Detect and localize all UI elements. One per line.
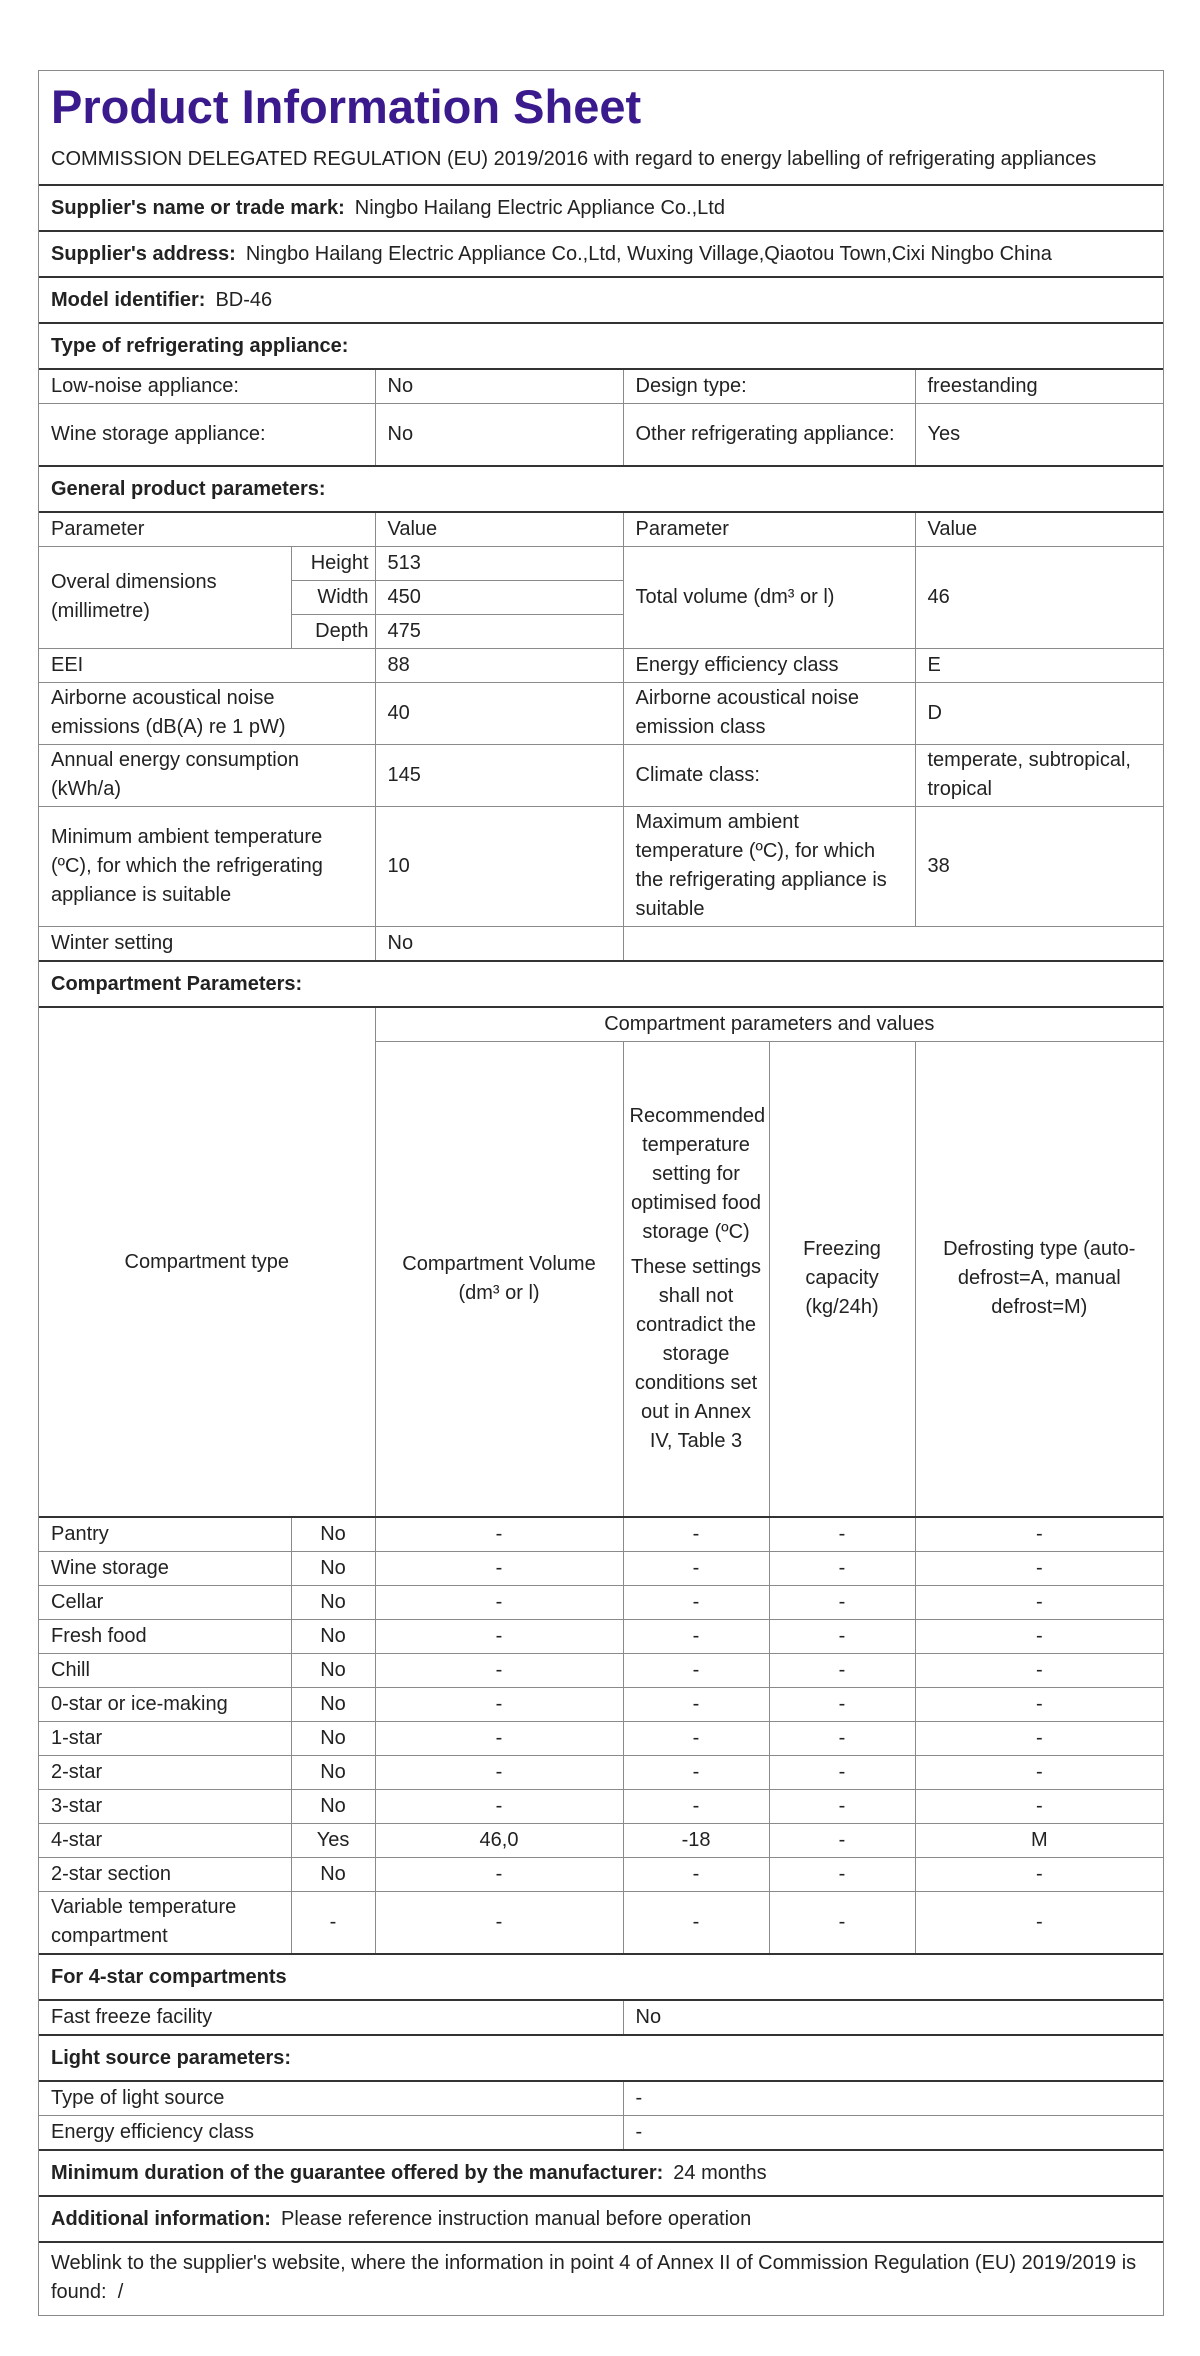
compartment-type-cell: 2-star section — [39, 1857, 291, 1891]
design-type-value: freestanding — [915, 369, 1163, 403]
noise-label: Airborne acoustical noise emissions (dB(A) re 1 pW) — [39, 682, 375, 744]
compartment-parameters-heading-row — [39, 960, 1163, 1006]
table-row — [39, 1653, 1163, 1687]
supplier-address-value: Ningbo Hailang Electric Appliance Co.,Ltd, Wuxing Village,Qiaotou Town,Cixi Ningbo China — [245, 242, 1052, 265]
table-row — [39, 403, 1163, 465]
design-type-label: Design type: — [623, 369, 915, 403]
compartment-temperature-cell: - — [623, 1687, 769, 1721]
compartment-temperature-cell: - — [623, 1517, 769, 1551]
light-source-table — [39, 2080, 1163, 2149]
column-header-parameter: Parameter — [39, 512, 375, 546]
table-row — [39, 1551, 1163, 1585]
product-information-sheet — [38, 70, 1164, 2316]
compartment-type-cell: 4-star — [39, 1823, 291, 1857]
winter-setting-value: No — [375, 926, 623, 960]
compartment-type-cell: Cellar — [39, 1585, 291, 1619]
low-noise-value: No — [375, 369, 623, 403]
supplier-address-row — [39, 230, 1163, 276]
compartment-present-cell: Yes — [291, 1823, 375, 1857]
compartment-present-cell: - — [291, 1891, 375, 1953]
compartment-volume-cell: - — [375, 1687, 623, 1721]
width-value: 450 — [375, 580, 623, 614]
column-header-value: Value — [375, 512, 623, 546]
compartment-temperature-cell: - — [623, 1653, 769, 1687]
four-star-heading: For 4-star compartments — [51, 1965, 287, 1988]
other-appliance-value: Yes — [915, 403, 1163, 465]
depth-value: 475 — [375, 614, 623, 648]
width-label: Width — [291, 580, 375, 614]
compartment-type-cell: Chill — [39, 1653, 291, 1687]
compartment-present-cell: No — [291, 1857, 375, 1891]
column-header-freezing: Freezing capacity (kg/24h) — [769, 1041, 915, 1517]
supplier-name-label: Supplier's name or trade mark: — [51, 196, 345, 219]
low-noise-label: Low-noise appliance: — [39, 369, 375, 403]
model-identifier-label: Model identifier: — [51, 288, 206, 311]
table-row — [39, 1721, 1163, 1755]
eei-label: EEI — [39, 648, 375, 682]
noise-class-label: Airborne acoustical noise emission class — [623, 682, 915, 744]
compartment-freezing-cell: - — [769, 1857, 915, 1891]
table-row — [39, 2115, 1163, 2149]
table-row — [39, 1755, 1163, 1789]
column-header-value-2: Value — [915, 512, 1163, 546]
table-header-row — [39, 1007, 1163, 1041]
compartment-volume-cell: - — [375, 1585, 623, 1619]
compartment-present-cell: No — [291, 1551, 375, 1585]
four-star-table — [39, 1999, 1163, 2034]
compartment-temperature-cell: - — [623, 1551, 769, 1585]
table-row — [39, 1517, 1163, 1551]
compartment-defrost-cell: - — [915, 1687, 1163, 1721]
table-row — [39, 1891, 1163, 1953]
appliance-type-table — [39, 368, 1163, 465]
temperature-header-note: These settings shall not contradict the storage conditions set out in Annex IV, Table 3 — [630, 1255, 762, 1452]
compartment-temperature-cell: - — [623, 1857, 769, 1891]
table-row — [39, 2000, 1163, 2034]
compartment-type-cell: Fresh food — [39, 1619, 291, 1653]
compartment-table — [39, 1006, 1163, 1953]
compartment-freezing-cell: - — [769, 1585, 915, 1619]
compartment-present-cell: No — [291, 1721, 375, 1755]
compartment-present-cell: No — [291, 1653, 375, 1687]
compartment-freezing-cell: - — [769, 1619, 915, 1653]
fast-freeze-label: Fast freeze facility — [39, 2000, 623, 2034]
table-row — [39, 744, 1163, 806]
compartment-defrost-cell: - — [915, 1585, 1163, 1619]
eei-value: 88 — [375, 648, 623, 682]
dimensions-label: Overal dimensions (millimetre) — [39, 546, 291, 648]
table-row — [39, 648, 1163, 682]
compartment-volume-cell: 46,0 — [375, 1823, 623, 1857]
additional-information-label: Additional information: — [51, 2207, 271, 2230]
compartment-volume-cell: - — [375, 1891, 623, 1953]
annual-energy-label: Annual energy consumption (kWh/a) — [39, 744, 375, 806]
compartment-type-cell: Variable temperature compartment — [39, 1891, 291, 1953]
compartment-temperature-cell: - — [623, 1721, 769, 1755]
weblink-value: / — [117, 2281, 124, 2303]
compartment-freezing-cell: - — [769, 1721, 915, 1755]
table-row — [39, 1687, 1163, 1721]
compartment-volume-cell: - — [375, 1551, 623, 1585]
light-type-label: Type of light source — [39, 2081, 623, 2115]
column-header-volume: Compartment Volume (dm³ or l) — [375, 1041, 623, 1517]
table-row — [39, 926, 1163, 960]
supplier-name-row — [39, 184, 1163, 230]
compartment-volume-cell: - — [375, 1619, 623, 1653]
light-class-value: - — [623, 2115, 1163, 2149]
noise-class-value: D — [915, 682, 1163, 744]
table-row — [39, 2081, 1163, 2115]
guarantee-value: 24 months — [673, 2161, 767, 2184]
compartment-defrost-cell: - — [915, 1551, 1163, 1585]
max-temperature-label: Maximum ambient temperature (ºC), for which the refrigerating appliance is suitable — [623, 806, 915, 926]
compartment-present-cell: No — [291, 1755, 375, 1789]
compartment-freezing-cell: - — [769, 1687, 915, 1721]
table-row — [39, 1619, 1163, 1653]
compartment-volume-cell: - — [375, 1755, 623, 1789]
guarantee-row — [39, 2149, 1163, 2195]
compartment-volume-cell: - — [375, 1653, 623, 1687]
regulation-text: COMMISSION DELEGATED REGULATION (EU) 2019/2016 with regard to energy labelling of refrigerating appliances — [51, 148, 1097, 170]
guarantee-label: Minimum duration of the guarantee offered by the manufacturer: — [51, 2161, 664, 2184]
table-row — [39, 1857, 1163, 1891]
compartment-freezing-cell: - — [769, 1823, 915, 1857]
wine-storage-value: No — [375, 403, 623, 465]
column-group-header: Compartment parameters and values — [375, 1007, 1163, 1041]
compartment-rows — [39, 1517, 1163, 1953]
general-parameters-heading: General product parameters: — [51, 477, 326, 500]
compartment-volume-cell: - — [375, 1517, 623, 1551]
table-header-row — [39, 512, 1163, 546]
four-star-heading-row — [39, 1953, 1163, 1999]
compartment-defrost-cell: - — [915, 1789, 1163, 1823]
compartment-freezing-cell: - — [769, 1653, 915, 1687]
general-parameters-table — [39, 511, 1163, 960]
compartment-present-cell: No — [291, 1517, 375, 1551]
noise-value: 40 — [375, 682, 623, 744]
compartment-temperature-cell: - — [623, 1789, 769, 1823]
table-row — [39, 1823, 1163, 1857]
climate-class-label: Climate class: — [623, 744, 915, 806]
light-type-value: - — [623, 2081, 1163, 2115]
light-class-label: Energy efficiency class — [39, 2115, 623, 2149]
table-row — [39, 1789, 1163, 1823]
compartment-type-cell: Wine storage — [39, 1551, 291, 1585]
table-row — [39, 546, 1163, 580]
compartment-freezing-cell: - — [769, 1891, 915, 1953]
compartment-volume-cell: - — [375, 1789, 623, 1823]
total-volume-value: 46 — [915, 546, 1163, 648]
height-value: 513 — [375, 546, 623, 580]
compartment-temperature-cell: - — [623, 1755, 769, 1789]
compartment-freezing-cell: - — [769, 1517, 915, 1551]
compartment-temperature-cell: - — [623, 1619, 769, 1653]
additional-information-value: Please reference instruction manual before operation — [280, 2207, 752, 2230]
compartment-present-cell: No — [291, 1789, 375, 1823]
compartment-defrost-cell: M — [915, 1823, 1163, 1857]
column-header-temperature — [623, 1041, 769, 1517]
compartment-freezing-cell: - — [769, 1551, 915, 1585]
light-source-heading-row — [39, 2034, 1163, 2080]
max-temperature-value: 38 — [915, 806, 1163, 926]
table-row — [39, 369, 1163, 403]
appliance-type-heading: Type of refrigerating appliance: — [51, 334, 349, 357]
column-header-defrosting: Defrosting type (auto-defrost=A, manual defrost=M) — [915, 1041, 1163, 1517]
compartment-volume-cell: - — [375, 1857, 623, 1891]
additional-information-row — [39, 2195, 1163, 2241]
compartment-type-cell: 2-star — [39, 1755, 291, 1789]
light-source-heading: Light source parameters: — [51, 2046, 292, 2069]
wine-storage-label: Wine storage appliance: — [39, 403, 375, 465]
column-header-parameter-2: Parameter — [623, 512, 915, 546]
climate-class-value: temperate, subtropical, tropical — [915, 744, 1163, 806]
energy-class-label: Energy efficiency class — [623, 648, 915, 682]
compartment-present-cell: No — [291, 1619, 375, 1653]
min-temperature-value: 10 — [375, 806, 623, 926]
energy-class-value: E — [915, 648, 1163, 682]
table-row — [39, 1585, 1163, 1619]
compartment-freezing-cell: - — [769, 1755, 915, 1789]
compartment-defrost-cell: - — [915, 1857, 1163, 1891]
winter-setting-label: Winter setting — [39, 926, 375, 960]
compartment-type-cell: Pantry — [39, 1517, 291, 1551]
compartment-type-cell: 1-star — [39, 1721, 291, 1755]
model-identifier-value: BD-46 — [215, 288, 273, 311]
compartment-parameters-heading: Compartment Parameters: — [51, 972, 303, 995]
compartment-type-cell: 3-star — [39, 1789, 291, 1823]
compartment-defrost-cell: - — [915, 1755, 1163, 1789]
height-label: Height — [291, 546, 375, 580]
supplier-address-label: Supplier's address: — [51, 242, 236, 265]
table-row — [39, 806, 1163, 926]
empty-cell — [623, 926, 1163, 960]
compartment-defrost-cell: - — [915, 1721, 1163, 1755]
temperature-header-text: Recommended temperature setting for optimised food storage (ºC) — [629, 1104, 766, 1243]
compartment-freezing-cell: - — [769, 1789, 915, 1823]
compartment-volume-cell: - — [375, 1721, 623, 1755]
column-header-compartment-type: Compartment type — [39, 1007, 375, 1517]
depth-label: Depth — [291, 614, 375, 648]
compartment-temperature-cell: - — [623, 1891, 769, 1953]
compartment-present-cell: No — [291, 1687, 375, 1721]
weblink-text: Weblink to the supplier's website, where the information in point 4 of Annex II of Commission Regulation (EU) 2019/2019 is found: — [51, 2252, 1137, 2303]
compartment-defrost-cell: - — [915, 1517, 1163, 1551]
model-identifier-row — [39, 276, 1163, 322]
other-appliance-label: Other refrigerating appliance: — [623, 403, 915, 465]
compartment-present-cell: No — [291, 1585, 375, 1619]
general-parameters-heading-row — [39, 465, 1163, 511]
compartment-defrost-cell: - — [915, 1891, 1163, 1953]
fast-freeze-value: No — [623, 2000, 1163, 2034]
table-row — [39, 682, 1163, 744]
compartment-temperature-cell: - — [623, 1585, 769, 1619]
min-temperature-label: Minimum ambient temperature (ºC), for which the refrigerating appliance is suitable — [39, 806, 375, 926]
supplier-name-value: Ningbo Hailang Electric Appliance Co.,Ltd — [354, 196, 725, 219]
annual-energy-value: 145 — [375, 744, 623, 806]
compartment-temperature-cell: -18 — [623, 1823, 769, 1857]
compartment-type-cell: 0-star or ice-making — [39, 1687, 291, 1721]
total-volume-label: Total volume (dm³ or l) — [623, 546, 915, 648]
page-title: Product Information Sheet — [51, 80, 642, 133]
compartment-defrost-cell: - — [915, 1653, 1163, 1687]
appliance-type-heading-row — [39, 322, 1163, 368]
weblink-row — [39, 2241, 1163, 2315]
compartment-defrost-cell: - — [915, 1619, 1163, 1653]
